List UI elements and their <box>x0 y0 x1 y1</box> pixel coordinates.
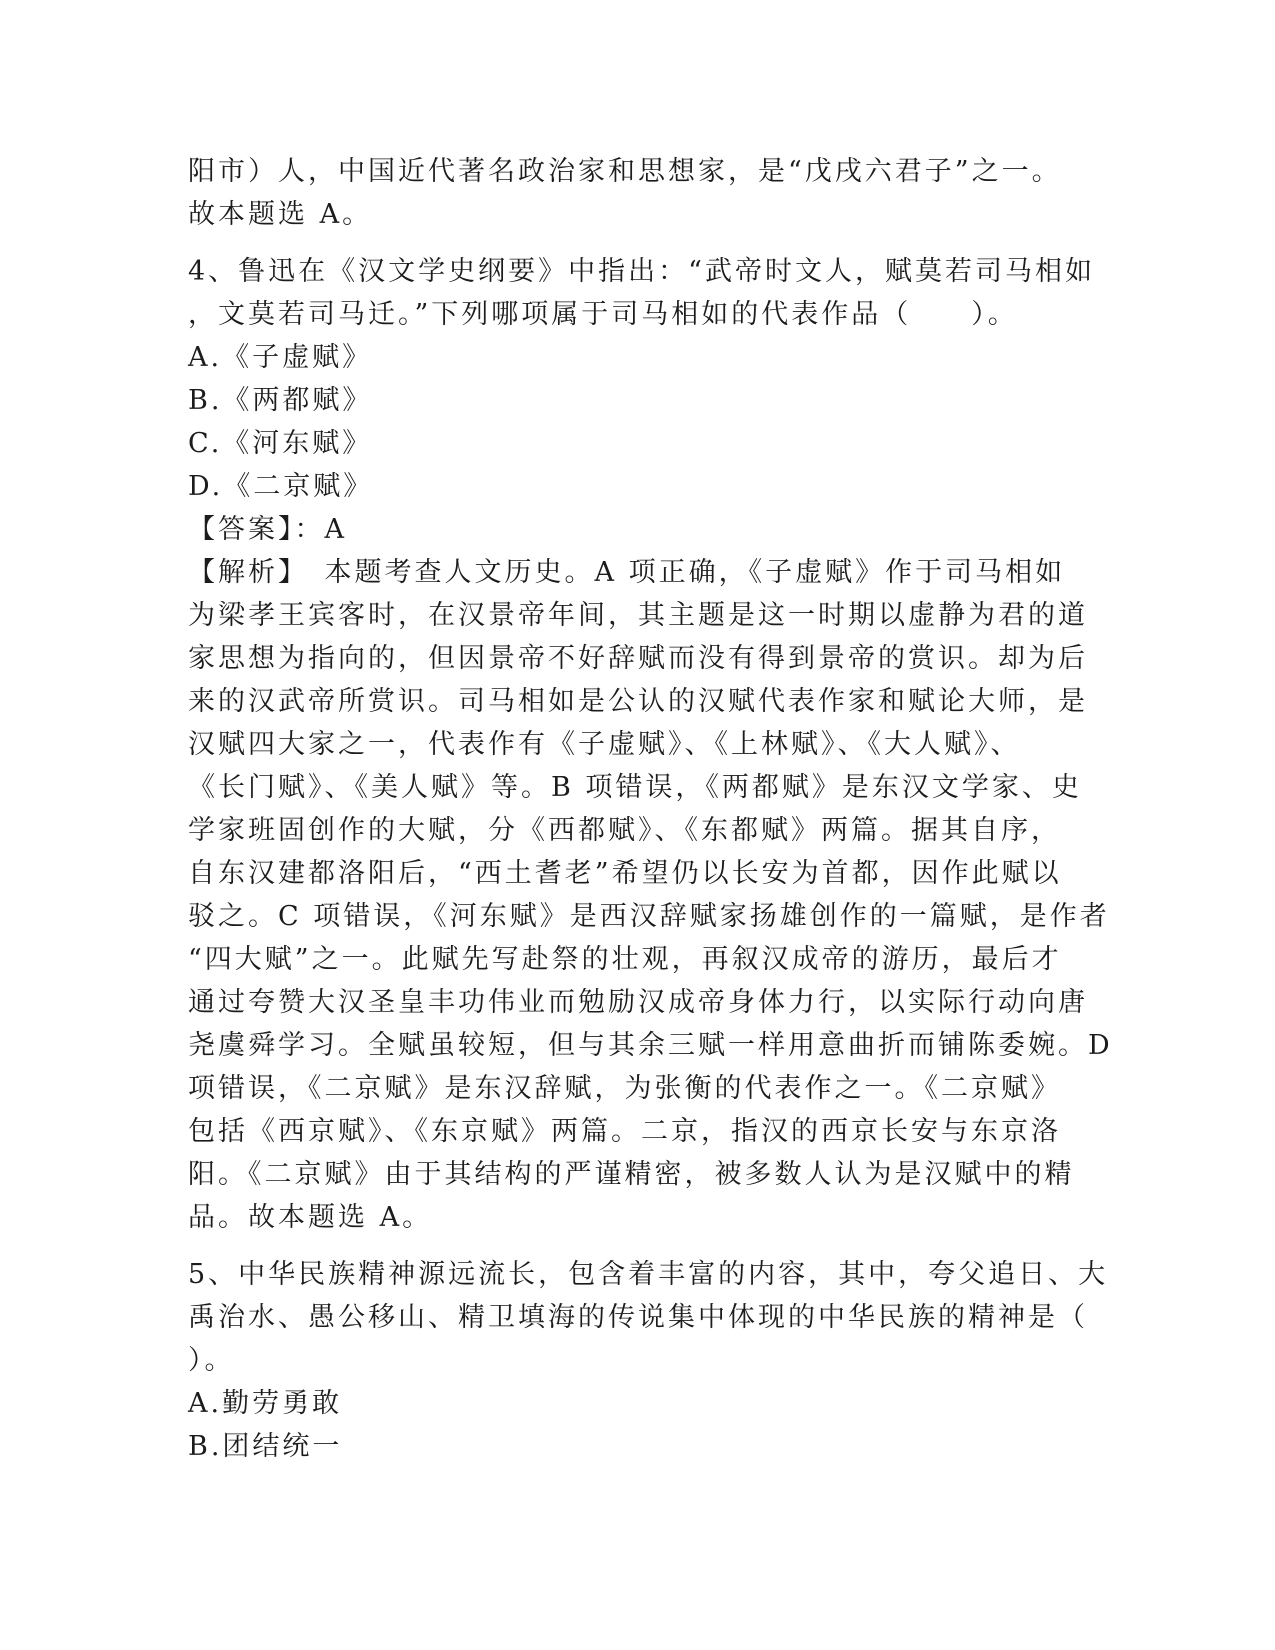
analysis-line: 【解析】 本题考查人文历史。A 项正确，《子虚赋》作于司马相如 <box>188 557 1066 588</box>
analysis-line: 为梁孝王宾客时，在汉景帝年间，其主题是这一时期以虚静为君的道 <box>188 600 1088 631</box>
text-line: 故本题选 A。 <box>188 199 373 230</box>
analysis-line: “四大赋”之一。此赋先写赴祭的壮观，再叙汉成帝的游历，最后才 <box>188 944 1062 975</box>
analysis-line: 项错误，《二京赋》是东汉辞赋，为张衡的代表作之一。《二京赋》 <box>188 1073 1061 1104</box>
question-stem-line: 4、鲁迅在《汉文学史纲要》中指出：“武帝时文人，赋莫若司马相如 <box>188 256 1095 287</box>
answer-line: 【答案】：A <box>188 514 347 545</box>
analysis-line: 家思想为指向的，但因景帝不好辞赋而没有得到景帝的赏识。却为后 <box>188 643 1088 674</box>
question-stem-line: ，文莫若司马迁。”下列哪项属于司马相如的代表作品（ ）。 <box>188 299 1018 330</box>
question-stem-line: ）。 <box>188 1345 235 1376</box>
option-a: A.《子虚赋》 <box>188 342 373 373</box>
document-page <box>188 150 1113 1468</box>
analysis-line: 来的汉武帝所赏识。司马相如是公认的汉赋代表作家和赋论大师，是 <box>188 686 1088 717</box>
analysis-line: 品。故本题选 A。 <box>188 1202 433 1233</box>
option-b: B.团结统一 <box>188 1431 343 1462</box>
analysis-line: 阳。《二京赋》由于其结构的严谨精密，被多数人认为是汉赋中的精 <box>188 1159 1075 1190</box>
option-a: A.勤劳勇敢 <box>188 1388 343 1419</box>
option-d: D.《二京赋》 <box>188 471 374 502</box>
analysis-line: 《长门赋》、《美人赋》等。B 项错误，《两都赋》是东汉文学家、史 <box>188 772 1082 803</box>
question-4 <box>188 250 1113 1239</box>
analysis-line: 学家班固创作的大赋，分《西都赋》、《东都赋》两篇。据其自序， <box>188 815 1061 846</box>
question-5 <box>188 1253 1109 1468</box>
analysis-line: 汉赋四大家之一，代表作有《子虚赋》、《上林赋》、《大人赋》、 <box>188 729 1021 760</box>
analysis-line: 自东汉建都洛阳后，“西土耆老”希望仍以长安为首都，因作此赋以 <box>188 858 1062 889</box>
option-c: C.《河东赋》 <box>188 428 373 459</box>
question-3-explanation-tail <box>188 150 1078 236</box>
analysis-line: 尧虞舜学习。全赋虽较短，但与其余三赋一样用意曲折而铺陈委婉。D <box>188 1030 1113 1061</box>
analysis-line: 驳之。C 项错误，《河东赋》是西汉辞赋家扬雄创作的一篇赋，是作者 <box>188 901 1110 932</box>
text-line: 阳市）人，中国近代著名政治家和思想家，是“戊戌六君子”之一。 <box>188 156 1062 187</box>
option-b: B.《两都赋》 <box>188 385 373 416</box>
analysis-line: 通过夸赞大汉圣皇丰功伟业而勉励汉成帝身体力行，以实际行动向唐 <box>188 987 1088 1018</box>
analysis-line: 包括《西京赋》、《东京赋》两篇。二京，指汉的西京长安与东京洛 <box>188 1116 1061 1147</box>
question-stem-line: 禹治水、愚公移山、精卫填海的传说集中体现的中华民族的精神是（ <box>188 1302 1088 1333</box>
question-stem-line: 5、中华民族精神源远流长，包含着丰富的内容，其中，夸父追日、大 <box>188 1259 1109 1290</box>
